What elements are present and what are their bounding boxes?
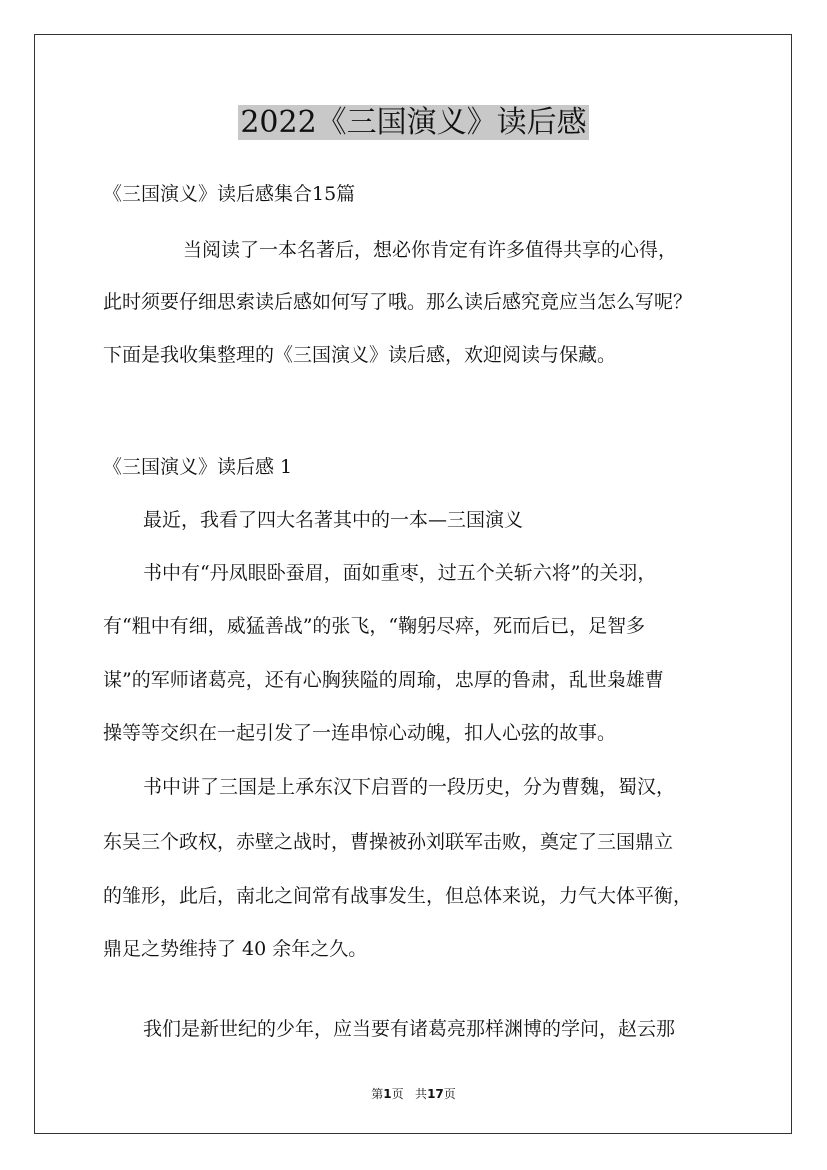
footer-total-prefix: 共 xyxy=(415,1087,428,1101)
intro-line: 下面是我收集整理的《三国演义》读后感，欢迎阅读与保藏。 xyxy=(103,344,617,366)
body-line: 我们是新世纪的少年，应当要有诸葛亮那样渊博的学问，赵云那 xyxy=(143,1018,676,1040)
footer-page-suffix: 页 xyxy=(391,1087,404,1101)
body-line: 书中有“丹凤眼卧蚕眉，面如重枣，过五个关斩六将”的关羽， xyxy=(143,562,657,584)
page-footer xyxy=(0,1085,827,1102)
footer-total-suffix: 页 xyxy=(443,1087,456,1101)
document-title-block xyxy=(0,103,827,143)
body-line: 操等等交织在一起引发了一连串惊心动魄，扣人心弦的故事。 xyxy=(103,722,617,744)
footer-page-number: 1 xyxy=(383,1087,392,1101)
document-title: 2022《三国演义》读后感 xyxy=(240,105,587,140)
intro-line: 当阅读了一本名著后，想必你肯定有许多值得共享的心得， xyxy=(183,239,678,261)
body-line: 谋”的军师诸葛亮，还有心胸狭隘的周瑜，忠厚的鲁肃，乱世枭雄曹 xyxy=(103,669,664,691)
body-line: 最近，我看了四大名著其中的一本—三国演义 xyxy=(143,509,524,531)
body-line: 的雏形，此后，南北之间常有战事发生，但总体来说，力气大体平衡， xyxy=(103,885,693,907)
body-line: 东吴三个政权，赤壁之战时，曹操被孙刘联军击败，奠定了三国鼎立 xyxy=(103,831,674,853)
section-heading: 《三国演义》读后感 1 xyxy=(103,456,293,478)
intro-line: 此时须要仔细思索读后感如何写了哦。那么读后感究竟应当怎么写呢？ xyxy=(103,291,693,313)
body-line: 书中讲了三国是上承东汉下启晋的一段历史，分为曹魏，蜀汉， xyxy=(143,776,676,798)
footer-page-prefix: 第 xyxy=(371,1087,384,1101)
body-line: 有“粗中有细，威猛善战”的张飞，“鞠躬尽瘁，死而后已，足智多 xyxy=(103,615,646,637)
document-subtitle: 《三国演义》读后感集合15篇 xyxy=(103,183,356,205)
footer-total-number: 17 xyxy=(427,1087,444,1101)
body-line: 鼎足之势维持了 40 余年之久。 xyxy=(103,938,368,960)
